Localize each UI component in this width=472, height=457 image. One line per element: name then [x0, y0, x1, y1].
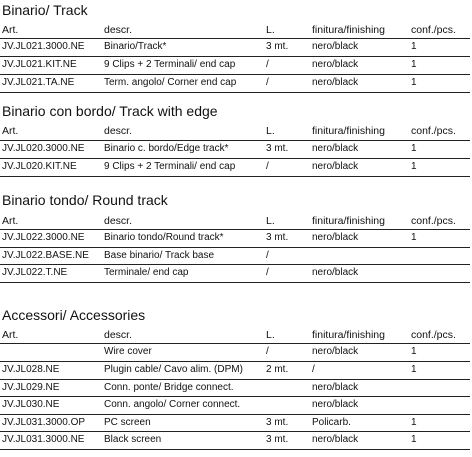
header-descr: descr.	[104, 329, 133, 341]
cell-length: /	[266, 346, 269, 357]
cell-descr: Wire cover	[104, 346, 152, 357]
cell-pcs: 1	[411, 434, 417, 445]
cell-finishing: nero/black	[312, 399, 359, 410]
cell-length: /	[266, 59, 269, 70]
table-row	[0, 140, 470, 158]
cell-finishing: nero/black	[312, 59, 359, 70]
cell-art: JV.JL028.NE	[2, 364, 60, 375]
cell-descr: Conn. ponte/ Bridge connect.	[104, 382, 234, 393]
header-art: Art.	[2, 329, 19, 341]
header-descr: descr.	[104, 125, 133, 137]
cell-art: JV.JL021.TA.NE	[2, 77, 75, 88]
header-finishing: finitura/finishing	[312, 24, 385, 36]
header-finishing: finitura/finishing	[312, 125, 385, 137]
table-header	[0, 212, 470, 230]
table-row	[0, 361, 470, 379]
table-row	[0, 343, 470, 361]
cell-descr: Base binario/ Track base	[104, 250, 215, 261]
header-pcs: conf./pcs.	[411, 215, 456, 227]
header-pcs: conf./pcs.	[411, 125, 456, 137]
cell-pcs: 1	[411, 77, 417, 88]
table-row	[0, 38, 470, 56]
table-header	[0, 21, 470, 39]
cell-length: /	[266, 250, 269, 261]
table-header	[0, 326, 470, 344]
cell-pcs: 1	[411, 346, 417, 357]
cell-length: 2 mt.	[266, 364, 289, 375]
cell-pcs: 1	[411, 364, 417, 375]
cell-art: JV.JL021.KIT.NE	[2, 59, 77, 70]
cell-pcs: 1	[411, 143, 417, 154]
cell-descr: 9 Clips + 2 Terminali/ end cap	[104, 59, 236, 70]
table-row	[0, 74, 470, 92]
header-length: L.	[266, 24, 275, 36]
table-row	[0, 431, 470, 449]
section-title: Binario con bordo/ Track with edge	[2, 103, 218, 119]
cell-art: JV.JL029.NE	[2, 382, 60, 393]
cell-length: /	[266, 161, 269, 172]
cell-pcs: 1	[411, 232, 417, 243]
cell-finishing: nero/black	[312, 161, 359, 172]
cell-length: /	[266, 77, 269, 88]
cell-descr: Conn. angolo/ Corner connect.	[104, 399, 241, 410]
cell-art: JV.JL020.KIT.NE	[2, 161, 77, 172]
cell-finishing: nero/black	[312, 267, 359, 278]
cell-descr: 9 Clips + 2 Terminali/ end cap	[104, 161, 236, 172]
cell-art: JV.JL022.BASE.NE	[2, 250, 89, 261]
cell-length: 3 mt.	[266, 232, 289, 243]
cell-finishing: nero/black	[312, 232, 359, 243]
cell-descr: Terminale/ end cap	[104, 267, 189, 278]
cell-length: 3 mt.	[266, 417, 289, 428]
section-title: Accessori/ Accessories	[2, 307, 146, 323]
divider	[0, 92, 470, 93]
cell-finishing: nero/black	[312, 143, 359, 154]
cell-length: /	[266, 267, 269, 278]
cell-art: JV.JL031.3000.OP	[2, 417, 86, 428]
cell-art: JV.JL031.3000.NE	[2, 434, 85, 445]
header-finishing: finitura/finishing	[312, 215, 385, 227]
cell-finishing: /	[312, 364, 315, 375]
table-row	[0, 56, 470, 74]
table-row	[0, 247, 470, 265]
table-row	[0, 158, 470, 176]
header-finishing: finitura/finishing	[312, 329, 385, 341]
header-art: Art.	[2, 215, 19, 227]
cell-finishing: nero/black	[312, 77, 359, 88]
section-title: Binario/ Track	[2, 2, 88, 18]
header-descr: descr.	[104, 215, 133, 227]
header-pcs: conf./pcs.	[411, 24, 456, 36]
cell-descr: Term. angolo/ Corner end cap	[104, 77, 237, 88]
cell-descr: Binario c. bordo/Edge track*	[104, 143, 229, 154]
header-descr: descr.	[104, 24, 133, 36]
table-row	[0, 396, 470, 414]
table-header	[0, 122, 470, 140]
cell-art: JV.JL020.3000.NE	[2, 143, 85, 154]
cell-descr: Plugin cable/ Cavo alim. (DPM)	[104, 364, 243, 375]
divider	[0, 449, 470, 450]
cell-length: 3 mt.	[266, 41, 289, 52]
header-length: L.	[266, 215, 275, 227]
cell-finishing: Policarb.	[312, 417, 351, 428]
cell-art: JV.JL022.T.NE	[2, 267, 68, 278]
header-length: L.	[266, 329, 275, 341]
cell-length: 3 mt.	[266, 143, 289, 154]
cell-pcs: 1	[411, 59, 417, 70]
table-row	[0, 264, 470, 282]
cell-art: JV.JL021.3000.NE	[2, 41, 85, 52]
divider	[0, 176, 470, 177]
section-title: Binario tondo/ Round track	[2, 192, 168, 208]
header-art: Art.	[2, 24, 19, 36]
cell-length: 3 mt.	[266, 434, 289, 445]
cell-descr: PC screen	[104, 417, 151, 428]
header-length: L.	[266, 125, 275, 137]
table-row	[0, 379, 470, 397]
cell-art: JV.JL022.3000.NE	[2, 232, 85, 243]
cell-finishing: nero/black	[312, 434, 359, 445]
cell-pcs: 1	[411, 161, 417, 172]
table-row	[0, 414, 470, 432]
cell-art: JV.JL030.NE	[2, 399, 60, 410]
cell-finishing: nero/black	[312, 382, 359, 393]
cell-pcs: 1	[411, 41, 417, 52]
divider	[0, 282, 470, 283]
cell-descr: Binario/Track*	[104, 41, 167, 52]
table-row	[0, 229, 470, 247]
cell-descr: Binario tondo/Round track*	[104, 232, 224, 243]
cell-descr: Black screen	[104, 434, 162, 445]
cell-pcs: 1	[411, 417, 417, 428]
header-pcs: conf./pcs.	[411, 329, 456, 341]
cell-finishing: nero/black	[312, 41, 359, 52]
cell-finishing: nero/black	[312, 346, 359, 357]
header-art: Art.	[2, 125, 19, 137]
